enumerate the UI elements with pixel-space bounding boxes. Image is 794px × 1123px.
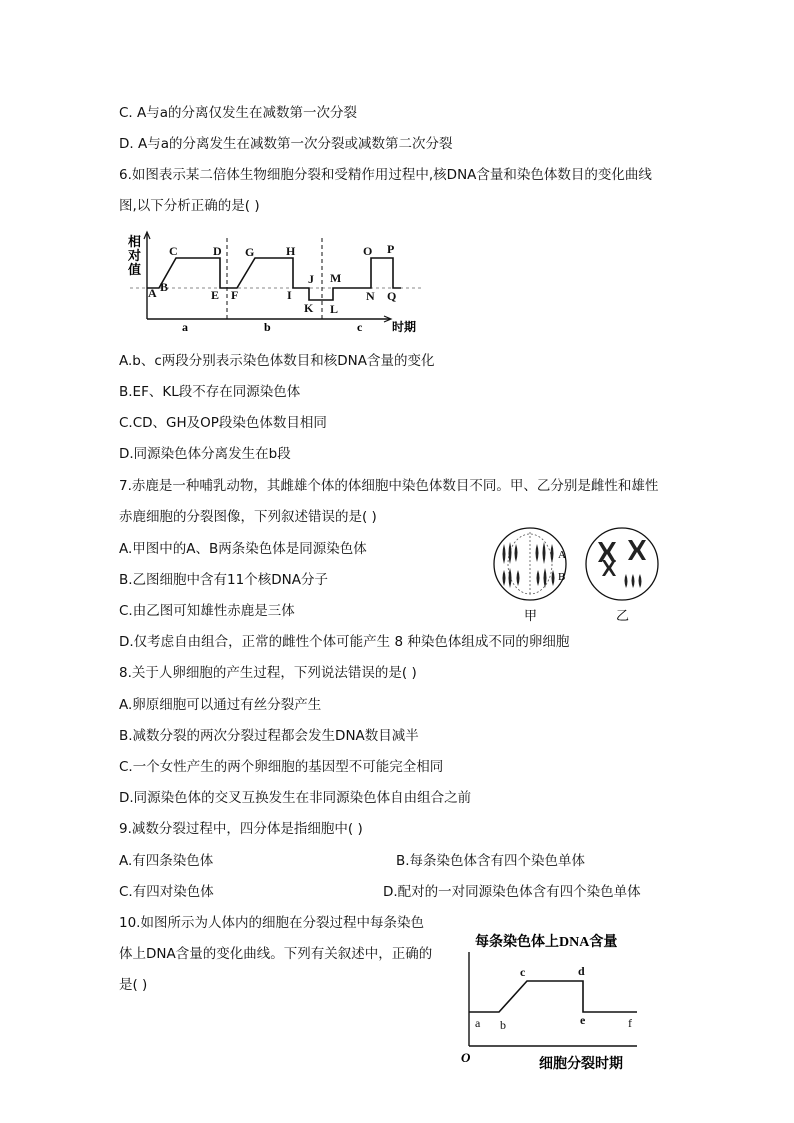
q6-point-o: O — [363, 244, 373, 258]
q6-point-c: C — [169, 244, 178, 258]
q7-label-a: A — [558, 549, 566, 561]
q6-point-l: L — [330, 302, 339, 316]
q5-option-d: D. A与a的分离发生在减数第一次分裂或减数第二次分裂 — [119, 136, 453, 152]
q6-ylabel-1: 相 — [128, 234, 142, 249]
q9-option-b: B.每条染色体含有四个染色单体 — [396, 853, 586, 869]
q8-option-a: A.卵原细胞可以通过有丝分裂产生 — [119, 697, 322, 713]
q6-point-f: F — [231, 288, 239, 302]
q6-segment-a: a — [182, 320, 188, 334]
q6-point-p: P — [387, 242, 395, 256]
q6-point-g: G — [245, 245, 255, 259]
q6-segment-b: b — [264, 320, 271, 334]
q10-point-e: e — [580, 1013, 586, 1027]
q6-point-m: M — [330, 271, 342, 285]
q10-point-a: a — [475, 1016, 481, 1030]
q7-chromosomes-female — [503, 542, 555, 588]
q9-option-d: D.配对的一对同源染色体含有四个染色单体 — [383, 884, 641, 900]
q7-cell-male — [586, 528, 658, 600]
q7-label-b: B — [558, 571, 566, 583]
q8-option-b: B.减数分裂的两次分裂过程都会发生DNA数目减半 — [119, 728, 419, 744]
q8-stem: 8.关于人卵细胞的产生过程，下列说法错误的是( ) — [119, 665, 417, 681]
q7-option-b: B.乙图细胞中含有11个核DNA分子 — [119, 572, 328, 588]
q8-option-c: C.一个女性产生的两个卵细胞的基因型不可能完全相同 — [119, 759, 444, 775]
q7-stem-line2: 赤鹿细胞的分裂图像，下列叙述错误的是( ) — [119, 509, 377, 525]
q8-option-d: D.同源染色体的交叉互换发生在非同源染色体自由组合之前 — [119, 790, 472, 806]
q10-ylabel: 每条染色体上DNA含量 — [475, 935, 618, 950]
q6-point-h: H — [286, 244, 296, 258]
q7-chromosomes-male — [598, 540, 646, 588]
q10-point-b: b — [500, 1018, 506, 1032]
q9-option-a: A.有四条染色体 — [119, 853, 214, 869]
q10-stem-line2: 体上DNA含量的变化曲线。下列有关叙述中，正确的 — [119, 946, 433, 962]
q6-point-i: I — [287, 288, 292, 302]
q6-point-k: K — [304, 301, 314, 315]
q6-stem-line2: 图,以下分析正确的是( ) — [119, 198, 260, 214]
q9-stem: 9.减数分裂过程中，四分体是指细胞中( ) — [119, 821, 363, 837]
q6-option-b: B.EF、KL段不存在同源染色体 — [119, 384, 301, 400]
q7-figure — [490, 522, 670, 626]
q6-graph — [125, 230, 425, 338]
q6-ylabel-3: 值 — [128, 262, 142, 277]
q6-point-a: A — [148, 286, 157, 300]
q7-option-a: A.甲图中的A、B两条染色体是同源染色体 — [119, 541, 367, 557]
q10-stem-line3: 是( ) — [119, 977, 148, 993]
q6-option-c: C.CD、GH及OP段染色体数目相同 — [119, 415, 327, 431]
q10-curve — [469, 981, 637, 1012]
q10-xlabel: 细胞分裂时期 — [539, 1057, 623, 1072]
q6-ylabel-2: 对 — [128, 248, 142, 263]
q6-curve — [147, 258, 401, 300]
q7-option-c: C.由乙图可知雄性赤鹿是三体 — [119, 603, 295, 619]
q7-stem-line1: 7.赤鹿是一种哺乳动物，其雌雄个体的体细胞中染色体数目不同。甲、乙分别是雌性和雄性 — [119, 478, 659, 494]
q10-point-d: d — [578, 964, 585, 978]
q6-xlabel: 时期 — [392, 320, 417, 334]
q6-segment-c: c — [357, 320, 363, 334]
q10-stem-line1: 10.如图所示为人体内的细胞在分裂过程中每条染色 — [119, 915, 424, 931]
q6-point-e: E — [211, 288, 220, 302]
q6-point-j: J — [308, 272, 314, 286]
q10-point-f: f — [628, 1016, 632, 1030]
q6-stem-line1: 6.如图表示某二倍体生物细胞分裂和受精作用过程中,核DNA含量和染色体数目的变化曲线 — [119, 167, 652, 183]
q7-option-d: D.仅考虑自由组合，正常的雌性个体可能产生 8 种染色体组成不同的卵细胞 — [119, 634, 570, 650]
q10-graph — [455, 928, 655, 1073]
q6-option-a: A.b、c两段分别表示染色体数目和核DNA含量的变化 — [119, 353, 435, 369]
q6-point-d: D — [213, 244, 222, 258]
q6-option-d: D.同源染色体分离发生在b段 — [119, 446, 291, 462]
q6-point-q: Q — [387, 289, 397, 303]
q9-option-c: C.有四对染色体 — [119, 884, 214, 900]
q7-cell-male-label: 乙 — [616, 608, 630, 623]
q7-cell-female-label: 甲 — [524, 608, 538, 623]
q10-origin: O — [461, 1050, 471, 1065]
q5-option-c: C. A与a的分离仅发生在减数第一次分裂 — [119, 105, 358, 121]
q6-point-b: B — [160, 280, 169, 294]
q6-point-n: N — [366, 289, 375, 303]
q10-point-c: c — [520, 965, 526, 979]
